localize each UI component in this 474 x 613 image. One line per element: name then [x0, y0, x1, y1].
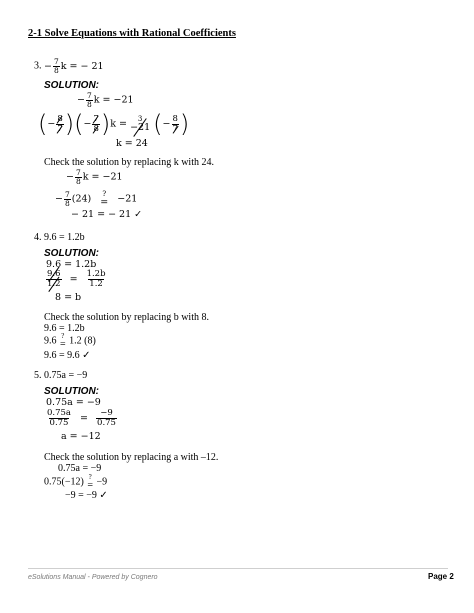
- check-text: Check the solution by replacing b with 8.: [44, 312, 209, 323]
- check-text: Check the solution by replacing k with 24.: [44, 157, 214, 168]
- solution-step-1: 9.6 = 1.2b: [46, 259, 97, 270]
- solution-result: 8 = b: [55, 292, 82, 303]
- check-step-2: 9.6 ? = 1.2 (8): [44, 332, 96, 350]
- solution-result: a = −12: [61, 431, 101, 442]
- footer-credit: eSolutions Manual - Powered by Cognero: [28, 574, 158, 581]
- page-title: 2-1 Solve Equations with Rational Coefficients: [28, 28, 236, 39]
- solution-step-1: 0.75a = −9: [46, 397, 101, 408]
- problem-4: 4. 9.6 = 1.2b: [34, 232, 85, 243]
- check-step-3: −9 = −9 ✓: [65, 490, 108, 501]
- problem-number: 3.: [34, 60, 42, 72]
- solution-step-2: $\frac{9.6}{1.2}$ = $\frac{1.2b}{1.2}$: [47, 269, 106, 289]
- solution-step-2: (− $\frac{8}{7}$ )(− $\frac{7}{8}$ )k = 3 −21 (− $\frac{8}{7}$ ): [38, 110, 190, 138]
- check-step-1: − $\frac{7}{8}$ k = −21: [66, 168, 123, 186]
- page-number: Page 2: [428, 572, 454, 581]
- solution-label: SOLUTION:: [44, 248, 99, 259]
- solution-step-2: $\frac{0.75a}{0.75}$ = $\frac{-9}{0.75}$: [47, 408, 116, 428]
- footer-divider: [28, 568, 448, 569]
- check-step-2: 0.75(−12) ? = −9: [44, 473, 108, 491]
- check-text: Check the solution by replacing a with –12.: [44, 452, 219, 463]
- solution-label: SOLUTION:: [44, 80, 99, 91]
- problem-5: 5. 0.75a = −9: [34, 370, 88, 381]
- check-step-1: 0.75a = −9: [58, 463, 102, 474]
- check-step-3: − 21 = − 21 ✓: [71, 209, 143, 220]
- solution-step-1: − $\frac{7}{8}$ k = −21: [77, 91, 134, 109]
- check-step-1: 9.6 = 1.2b: [44, 323, 85, 334]
- check-step-3: 9.6 = 9.6 ✓: [44, 350, 91, 361]
- problem-3: [34, 58, 104, 74]
- equation: − $\frac{7}{8}$ k = − 21: [44, 57, 104, 75]
- solution-label: SOLUTION:: [44, 386, 99, 397]
- solution-result: k = 24: [116, 138, 148, 149]
- check-step-2: − $\frac{7}{8}$ (24) ? = −21: [55, 190, 138, 208]
